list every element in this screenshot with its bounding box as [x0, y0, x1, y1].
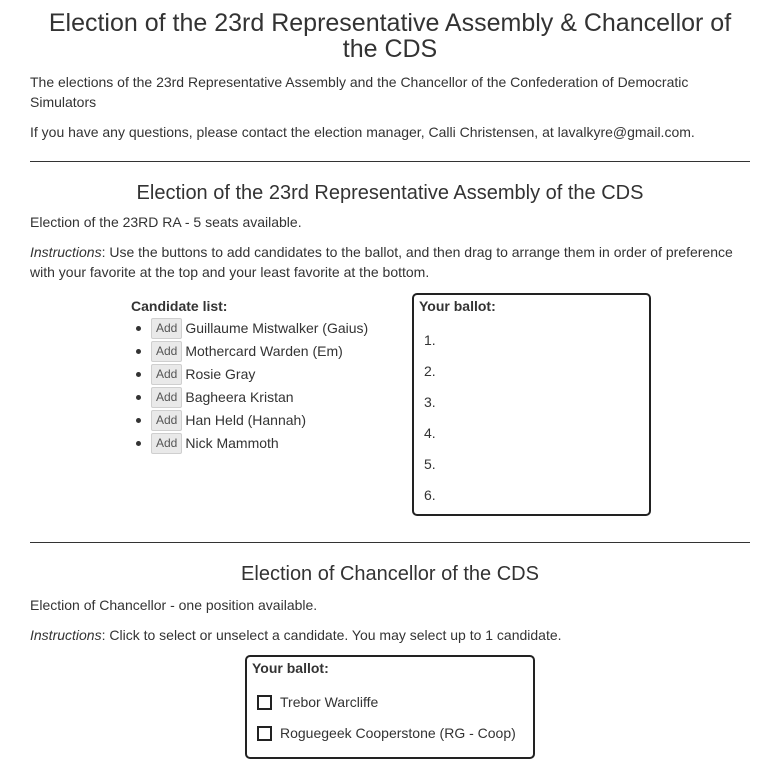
add-candidate-button[interactable]: Add: [151, 410, 182, 431]
bullet-icon: [136, 441, 141, 446]
candidate-item: [131, 362, 401, 385]
chancellor-option[interactable]: [257, 692, 378, 712]
divider: [30, 161, 750, 162]
chancellor-ballot-title: Your ballot:: [252, 660, 329, 676]
chancellor-option-label: Roguegeek Cooperstone (RG - Coop): [280, 725, 516, 741]
contact-text: If you have any questions, please contact the election manager, Calli Christensen, at lavalkyre@gmail.com.: [30, 124, 695, 140]
bullet-icon: [136, 326, 141, 331]
chancellor-election-title: Election of Chancellor of the CDS: [241, 563, 539, 585]
ra-instructions-label: Instructions: [30, 244, 102, 260]
ra-ballot-area: [30, 296, 750, 526]
candidate-item: [131, 316, 401, 339]
candidate-name: Han Held (Hannah): [185, 411, 306, 428]
chancellor-instructions: [30, 625, 750, 645]
ra-election-description: Election of the 23RD RA - 5 seats available.: [30, 214, 302, 230]
add-candidate-button[interactable]: Add: [151, 341, 182, 362]
ballot-slot[interactable]: 5.: [424, 456, 436, 472]
election-page: [30, 0, 750, 741]
chancellor-election-description: Election of Chancellor - one position available.: [30, 597, 318, 613]
ballot-slot[interactable]: 1.: [424, 332, 436, 348]
candidate-item: [131, 339, 401, 362]
intro-text: The elections of the 23rd Representative Assembly and the Chancellor of the Confederation of Democratic Simulators: [30, 74, 689, 110]
candidate-name: Mothercard Warden (Em): [185, 342, 343, 359]
checkbox[interactable]: [257, 695, 272, 710]
ra-election-title: Election of the 23rd Representative Assembly of the CDS: [136, 182, 644, 204]
candidate-item: [131, 408, 401, 431]
chancellor-ballot: [245, 655, 535, 759]
candidate-name: Bagheera Kristan: [185, 388, 294, 405]
add-candidate-button[interactable]: Add: [151, 433, 182, 454]
chancellor-option[interactable]: [257, 723, 516, 743]
add-candidate-button[interactable]: Add: [151, 387, 182, 408]
ra-instructions-text: : Use the buttons to add candidates to the ballot, and then drag to arrange them in order of preference with your favorite at the top and your least favorite at the bottom.: [30, 244, 733, 280]
candidate-list: [131, 296, 401, 454]
add-candidate-button[interactable]: Add: [151, 364, 182, 385]
ra-ballot-title: Your ballot:: [419, 298, 496, 314]
ballot-slot[interactable]: 4.: [424, 425, 436, 441]
candidate-list-title: Candidate list:: [131, 298, 228, 314]
ra-ballot[interactable]: [412, 293, 651, 516]
ballot-slot[interactable]: 2.: [424, 363, 436, 379]
candidate-name: Guillaume Mistwalker (Gaius): [185, 319, 369, 336]
checkbox[interactable]: [257, 726, 272, 741]
chancellor-instructions-text: : Click to select or unselect a candidate. You may select up to 1 candidate.: [101, 627, 562, 643]
chancellor-option-label: Trebor Warcliffe: [280, 694, 379, 710]
candidate-name: Rosie Gray: [185, 365, 256, 382]
bullet-icon: [136, 418, 141, 423]
candidate-item: [131, 431, 401, 454]
candidate-item: [131, 385, 401, 408]
page-title: Election of the 23rd Representative Assembly & Chancellor of the CDS: [48, 9, 732, 63]
divider: [30, 542, 750, 543]
bullet-icon: [136, 349, 141, 354]
candidate-name: Nick Mammoth: [185, 434, 279, 451]
chancellor-instructions-label: Instructions: [30, 627, 102, 643]
ra-instructions: [30, 242, 750, 282]
ballot-slot[interactable]: 6.: [424, 487, 436, 503]
bullet-icon: [136, 395, 141, 400]
add-candidate-button[interactable]: Add: [151, 318, 182, 339]
bullet-icon: [136, 372, 141, 377]
ballot-slot[interactable]: 3.: [424, 394, 436, 410]
